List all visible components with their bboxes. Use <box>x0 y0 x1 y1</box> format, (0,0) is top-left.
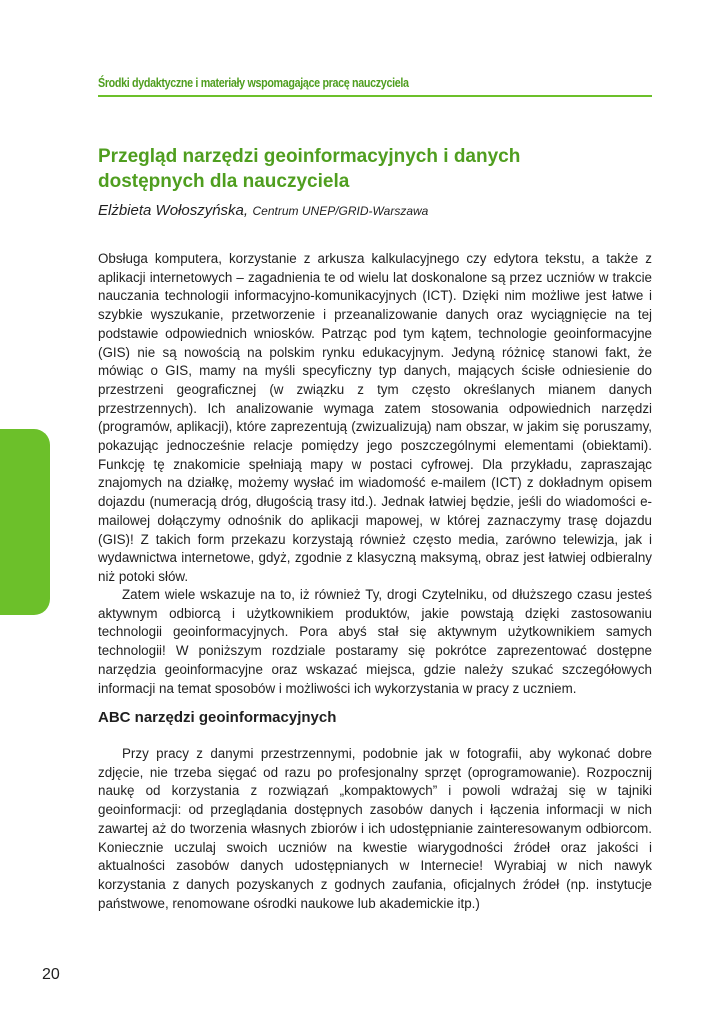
author-affiliation: Centrum UNEP/GRID-Warszawa <box>252 204 429 218</box>
header-divider <box>98 95 652 97</box>
section-paragraph: Przy pracy z danymi przestrzennymi, podobnie jak w fotografii, aby wykonać dobre zdjęcie, nie trzeba sięgać od razu po profesjonalny sprzęt (oprogramowanie). Rozpocznij naukę od korzystania z rozwiązań „kompaktowych” i powoli wdrażaj się w tajniki geoinformacji: od przeglądania dostępnych zasobów danych i łączenia informacji w nich zawartej aż do tworzenia własnych zbiorów i ich udostępnianie zainteresowanym odbiorcom. Koniecznie uczulaj swoich uczniów na kwestie wiarygodności źródeł oraz jakości i aktualności zasobów danych udostępnianych w Internecie! Wyrabiaj w nich nawyk korzystania z danych pozyskanych z godnych zaufania, oficjalnych źródeł (np. instytucje państwowe, renomowane ośrodki naukowe lub akademickie itp.) <box>98 746 652 911</box>
chapter-side-tab <box>0 429 50 615</box>
section-heading: ABC narzędzi geoinformacyjnych <box>98 709 337 726</box>
page-number: 20 <box>42 966 60 983</box>
intro-paragraph-1: Obsługa komputera, korzystanie z arkusza kalkulacyjnego czy edytora tekstu, a także z aplikacji internetowych – zagadnienia te od wielu lat doskonalone są przez uczniów w trakcie nauczania technologii informacyjno-komunikacyjnych (ICT). Dzięki nim możliwe jest łatwe i szybkie wyszukanie, przetworzenie i przeanalizowanie danych oraz wyciągnięcie na tej podstawie odpowiednich wniosków. Patrząc pod tym kątem, technologie geoinformacyjne (GIS) nie są nowością na polskim rynku edukacyjnym. Jedyną różnicę stanowi fakt, że mówiąc o GIS, mamy na myśli specyficzny typ danych, mających ścisłe odniesienie do przestrzeni geograficznej (w związku z tym często określanych mianem danych przestrzennych). Ich analizowanie wymaga zatem stosowania odpowiednich narzędzi (programów, aplikacji), które zaprezentują (zwizualizują) nam obszar, w jakim się poruszamy, pokazując jednocześnie relacje pomiędzy jego poszczególnymi elementami (obiektami). Funkcję tę znakomicie spełniają mapy w postaci cyfrowej. Dla przykładu, zapraszając znajomych na działkę, możemy wysłać im wiadomość e-mailem (ICT) z dokładnym opisem dojazdu (numeracją dróg, długością trasy itd.). Jednak łatwiej będzie, jeśli do wiadomości e-mailowej dołączymy odnośnik do aplikacji mapowej, w której zaznaczymy trasę dojazdu (GIS)! Z takich form przekazu korzystają również często media, zarówno telewizja, jak i wydawnictwa internetowe, gdyż, zgodnie z klasyczną maksymą, obraz jest łatwiej odbieralny niż potoki słów. <box>98 251 652 584</box>
byline <box>98 202 428 220</box>
article-title: Przegląd narzędzi geoinformacyjnych i danych dostępnych dla nauczyciela <box>98 146 521 192</box>
running-header: Środki dydaktyczne i materiały wspomagające pracę nauczyciela <box>98 76 409 90</box>
author-name: Elżbieta Wołoszyńska, <box>98 202 249 219</box>
intro-paragraph-2: Zatem wiele wskazuje na to, iż również Ty, drogi Czytelniku, od dłuższego czasu jesteś aktywnym odbiorcą i użytkownikiem produktów, jakie powstają dzięki zastosowaniu technologii geoinformacyjnych. Pora abyś stał się aktywnym użytkownikiem samych technologii! W poniższym rozdziale postaramy się pokrótce zaprezentować dostępne narzędzia geoinformacyjne oraz wskazać miejsca, gdzie należy szukać szczegółowych informacji na temat sposobów i możliwości ich wykorzystania w pracy z uczniem. <box>98 587 652 696</box>
